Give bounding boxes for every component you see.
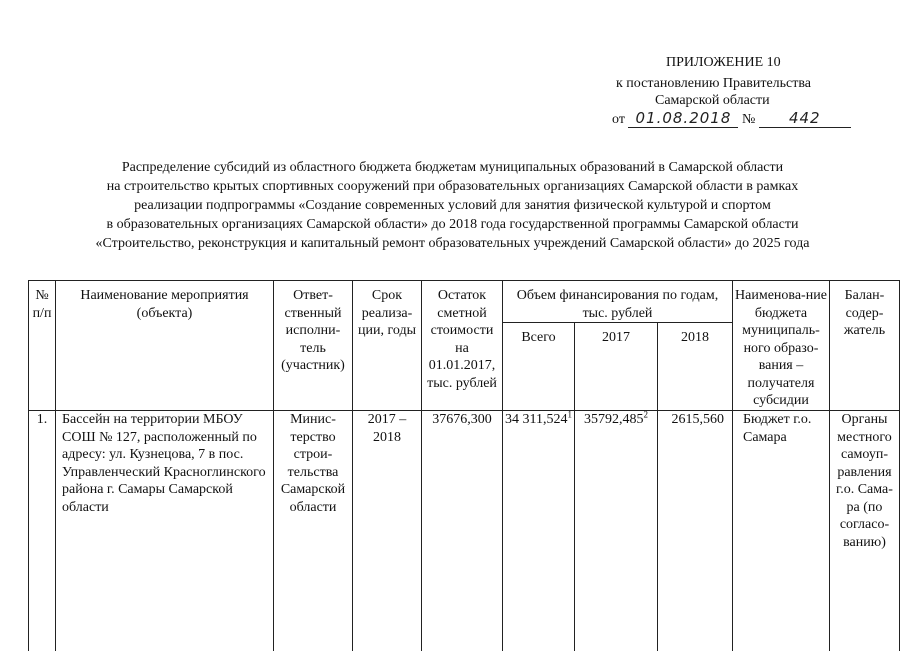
from-label: от (612, 112, 625, 127)
region-name: Самарской области (655, 93, 770, 108)
header-2017: 2017 (574, 323, 657, 411)
row-budget: Бюджет г.о. Самара (732, 411, 829, 651)
header-balance: Остаток сметной стоимости на 01.01.2017, тыс. рублей (422, 281, 503, 411)
title-line: «Строительство, реконструкция и капитальный ремонт образовательных учреждений Самарской области» до 2025 года (95, 236, 810, 251)
footnote-mark: 2 (643, 409, 648, 420)
title-line: реализации подпрограммы «Создание современных условий для занятия физической культурой и спортом (134, 198, 771, 213)
header-holder: Балан-содер-жатель (829, 281, 899, 411)
header-budget: Наименова-ние бюджета муниципаль-ного образо-вания – получателя субсидии (732, 281, 829, 411)
header-row (29, 281, 900, 323)
row-2017-value: 35792,485 (583, 412, 644, 427)
header-funding: Объем финансирования по годам, тыс. рублей (503, 281, 733, 323)
appendix-title: ПРИЛОЖЕНИЕ 10 (666, 55, 781, 70)
decree-number: 442 (759, 110, 851, 128)
title-line: в образовательных организациях Самарской области» до 2018 года государственной программы Самарской области (106, 217, 799, 232)
date-number-line (612, 110, 851, 128)
row-name: Бассейн на территории МБОУ СОШ № 127, расположенный по адресу: ул. Кузнецова, 7 в пос. Управленческий Красноглинского района г. Самары Самарской области (56, 411, 274, 651)
row-num: 1. (29, 411, 56, 651)
title-line: Распределение субсидий из областного бюджета бюджетам муниципальных образований в Самарской области (121, 160, 784, 175)
document-title (18, 158, 887, 253)
decree-date: 01.08.2018 (628, 110, 738, 128)
header-name: Наименование мероприятия (объекта) (56, 281, 274, 411)
row-2017 (574, 411, 657, 651)
header-term: Срок реализа-ции, годы (353, 281, 422, 411)
footnote-mark: 1 (567, 409, 572, 420)
table-row (29, 411, 900, 651)
header-total: Всего (503, 323, 575, 411)
title-line: на строительство крытых спортивных сооружений при образовательных организациях Самарской области в рамках (106, 179, 799, 194)
subsidy-table (28, 280, 900, 651)
number-label: № (741, 112, 756, 127)
row-total (503, 411, 575, 651)
header-responsible: Ответ-ственный исполни-тель (участник) (274, 281, 353, 411)
row-total-value: 34 311,524 (505, 412, 568, 427)
header-num: № п/п (29, 281, 56, 411)
row-term: 2017 – 2018 (353, 411, 422, 651)
decree-reference: к постановлению Правительства (616, 76, 812, 91)
header-2018: 2018 (657, 323, 732, 411)
row-holder: Органы местного самоуп-равления г.о. Сама-ра (по согласо-ванию) (829, 411, 899, 651)
row-balance: 37676,300 (422, 411, 503, 651)
row-responsible: Минис-терство строи-тельства Самарской области (274, 411, 353, 651)
row-2018: 2615,560 (657, 411, 732, 651)
